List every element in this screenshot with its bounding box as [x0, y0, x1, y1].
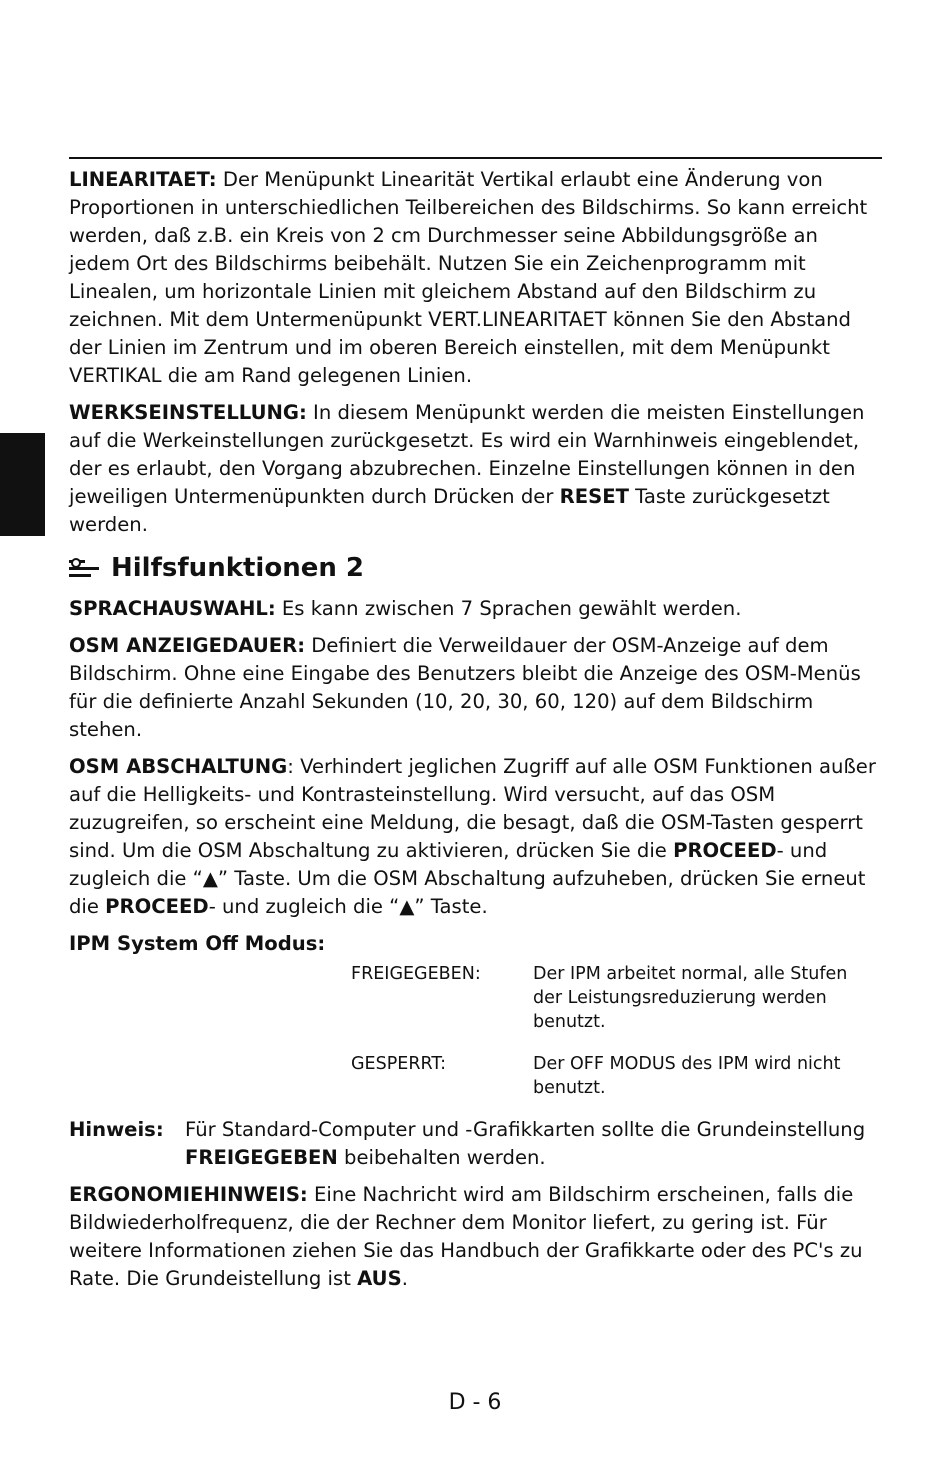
tools-icon — [69, 558, 99, 578]
ipm-option-value: Der IPM arbeitet normal, alle Stufen der Leistungsreduzierung werden benutzt. — [533, 964, 848, 1032]
ipm-title-text: IPM System Off Modus: — [69, 932, 326, 955]
text-sprachauswahl: Es kann zwischen 7 Sprachen gewählt werden. — [275, 597, 742, 620]
bold-proceed-2: PROCEED — [105, 895, 209, 918]
hinweis-text-1: Für Standard-Computer und -Grafikkarten sollte die Grundeinstellung — [185, 1118, 866, 1141]
text-osm-abschaltung-3: - und zugleich die “▲” Taste. — [208, 895, 488, 918]
term-werkseinstellung: WERKSEINSTELLUNG: — [69, 401, 307, 424]
ipm-title — [69, 930, 884, 958]
text-linearitaet: Der Menüpunkt Linearität Vertikal erlaubt eine Änderung von Proportionen in unterschiedlichen Teilbereichen des Bildschirms. So kann erreicht werden, daß z.B. ein Kreis von 2 cm Durchmesser seine Abbildungsgröße an jedem Ort des Bildschirms beibehält. Nutzen Sie ein Zeichenprogramm mit Linealen, um horizontale Linien mit gleichem Abstand auf den Bildschirm zu zeichnen. Mit dem Untermenüpunkt VERT.LINEARITAET können Sie den Abstand der Linien im Zentrum und im oberen Bereich einstellen, mit dem Menüpunkt VERTIKAL die am Rand gelegenen Linien. — [69, 168, 868, 387]
paragraph-ergonomie — [69, 1181, 884, 1293]
text-osm-abschaltung-1: : Verhindert jeglichen Zugriff auf alle OSM Funktionen außer auf die Helligkeits- und Kontrasteinstellung. Wird versucht, auf das OSM zuzugreifen, so erscheint eine Meldung, die besagt, daß die OSM-Tasten gesperrt sind. Um die OSM Abschaltung zu aktivieren, drücken Sie die — [69, 755, 876, 862]
term-osm-abschaltung: OSM ABSCHALTUNG — [69, 755, 288, 778]
page-number: D - 6 — [448, 1390, 502, 1415]
paragraph-osm-abschaltung — [69, 753, 884, 921]
ipm-option-freigegeben — [351, 962, 884, 1034]
bold-proceed-1: PROCEED — [673, 839, 777, 862]
term-osm-anzeigedauer: OSM ANZEIGEDAUER: — [69, 634, 306, 657]
text-osm-anzeigedauer: Definiert die Verweildauer der OSM-Anzeige auf dem Bildschirm. Ohne eine Eingabe des Benutzers bleibt die Anzeige des OSM-Menüs für die definierte Anzahl Sekunden (10, 20, 30, 60, 120) auf dem Bildschirm stehen. — [69, 634, 861, 741]
text-werkseinstellung-2: Taste zurückgesetzt werden. — [69, 485, 830, 536]
bold-reset: RESET — [559, 485, 629, 508]
text-werkseinstellung-1: In diesem Menüpunkt werden die meisten Einstellungen auf die Werkeinstellungen zurückgesetzt. Es wird ein Warnhinweis eingeblendet, der es erlaubt, den Vorgang abzubrechen. Einzelne Einstellungen können in den jeweiligen Untermenüpunkten durch Drücken der — [69, 401, 865, 508]
paragraph-linearitaet — [69, 166, 884, 390]
hinweis-term-text: Hinweis: — [69, 1118, 164, 1141]
chapter-tab-marker — [0, 433, 45, 536]
paragraph-sprachauswahl — [69, 595, 884, 623]
hinweis-term — [69, 1116, 185, 1172]
paragraph-osm-anzeigedauer — [69, 632, 884, 744]
ipm-option-gesperrt — [351, 1052, 884, 1100]
top-rule — [69, 157, 882, 159]
hinweis-text-2: beibehalten werden. — [337, 1146, 546, 1169]
ipm-option-key: GESPERRT: — [351, 1054, 447, 1074]
hinweis-note — [69, 1116, 884, 1172]
text-osm-abschaltung-2: - und zugleich die “▲” Taste. Um die OSM Abschaltung aufzuheben, drücken Sie erneut die — [69, 839, 866, 918]
ipm-option-value: Der OFF MODUS des IPM wird nicht benutzt. — [533, 1054, 841, 1098]
ipm-option-key: FREIGEGEBEN: — [351, 964, 481, 984]
bold-freigegeben: FREIGEGEBEN — [185, 1146, 338, 1169]
bold-aus: AUS — [357, 1267, 402, 1290]
hinweis-text — [185, 1116, 884, 1172]
term-linearitaet: LINEARITAET: — [69, 168, 217, 191]
text-ergonomie-1: Eine Nachricht wird am Bildschirm erscheinen, falls die Bildwiederholfrequenz, die der Rechner dem Monitor liefert, zu gering ist. Für weitere Informationen ziehen Sie das Handbuch der Grafikkarte oder des PC's zu Rate. Die Grundeistellung ist — [69, 1183, 863, 1290]
section-title: Hilfsfunktionen 2 — [111, 553, 364, 583]
paragraph-werkseinstellung — [69, 399, 884, 539]
page-content — [69, 166, 884, 1302]
section-heading — [69, 551, 884, 585]
text-ergonomie-2: . — [401, 1267, 408, 1290]
term-ergonomie: ERGONOMIEHINWEIS: — [69, 1183, 308, 1206]
term-sprachauswahl: SPRACHAUSWAHL: — [69, 597, 276, 620]
